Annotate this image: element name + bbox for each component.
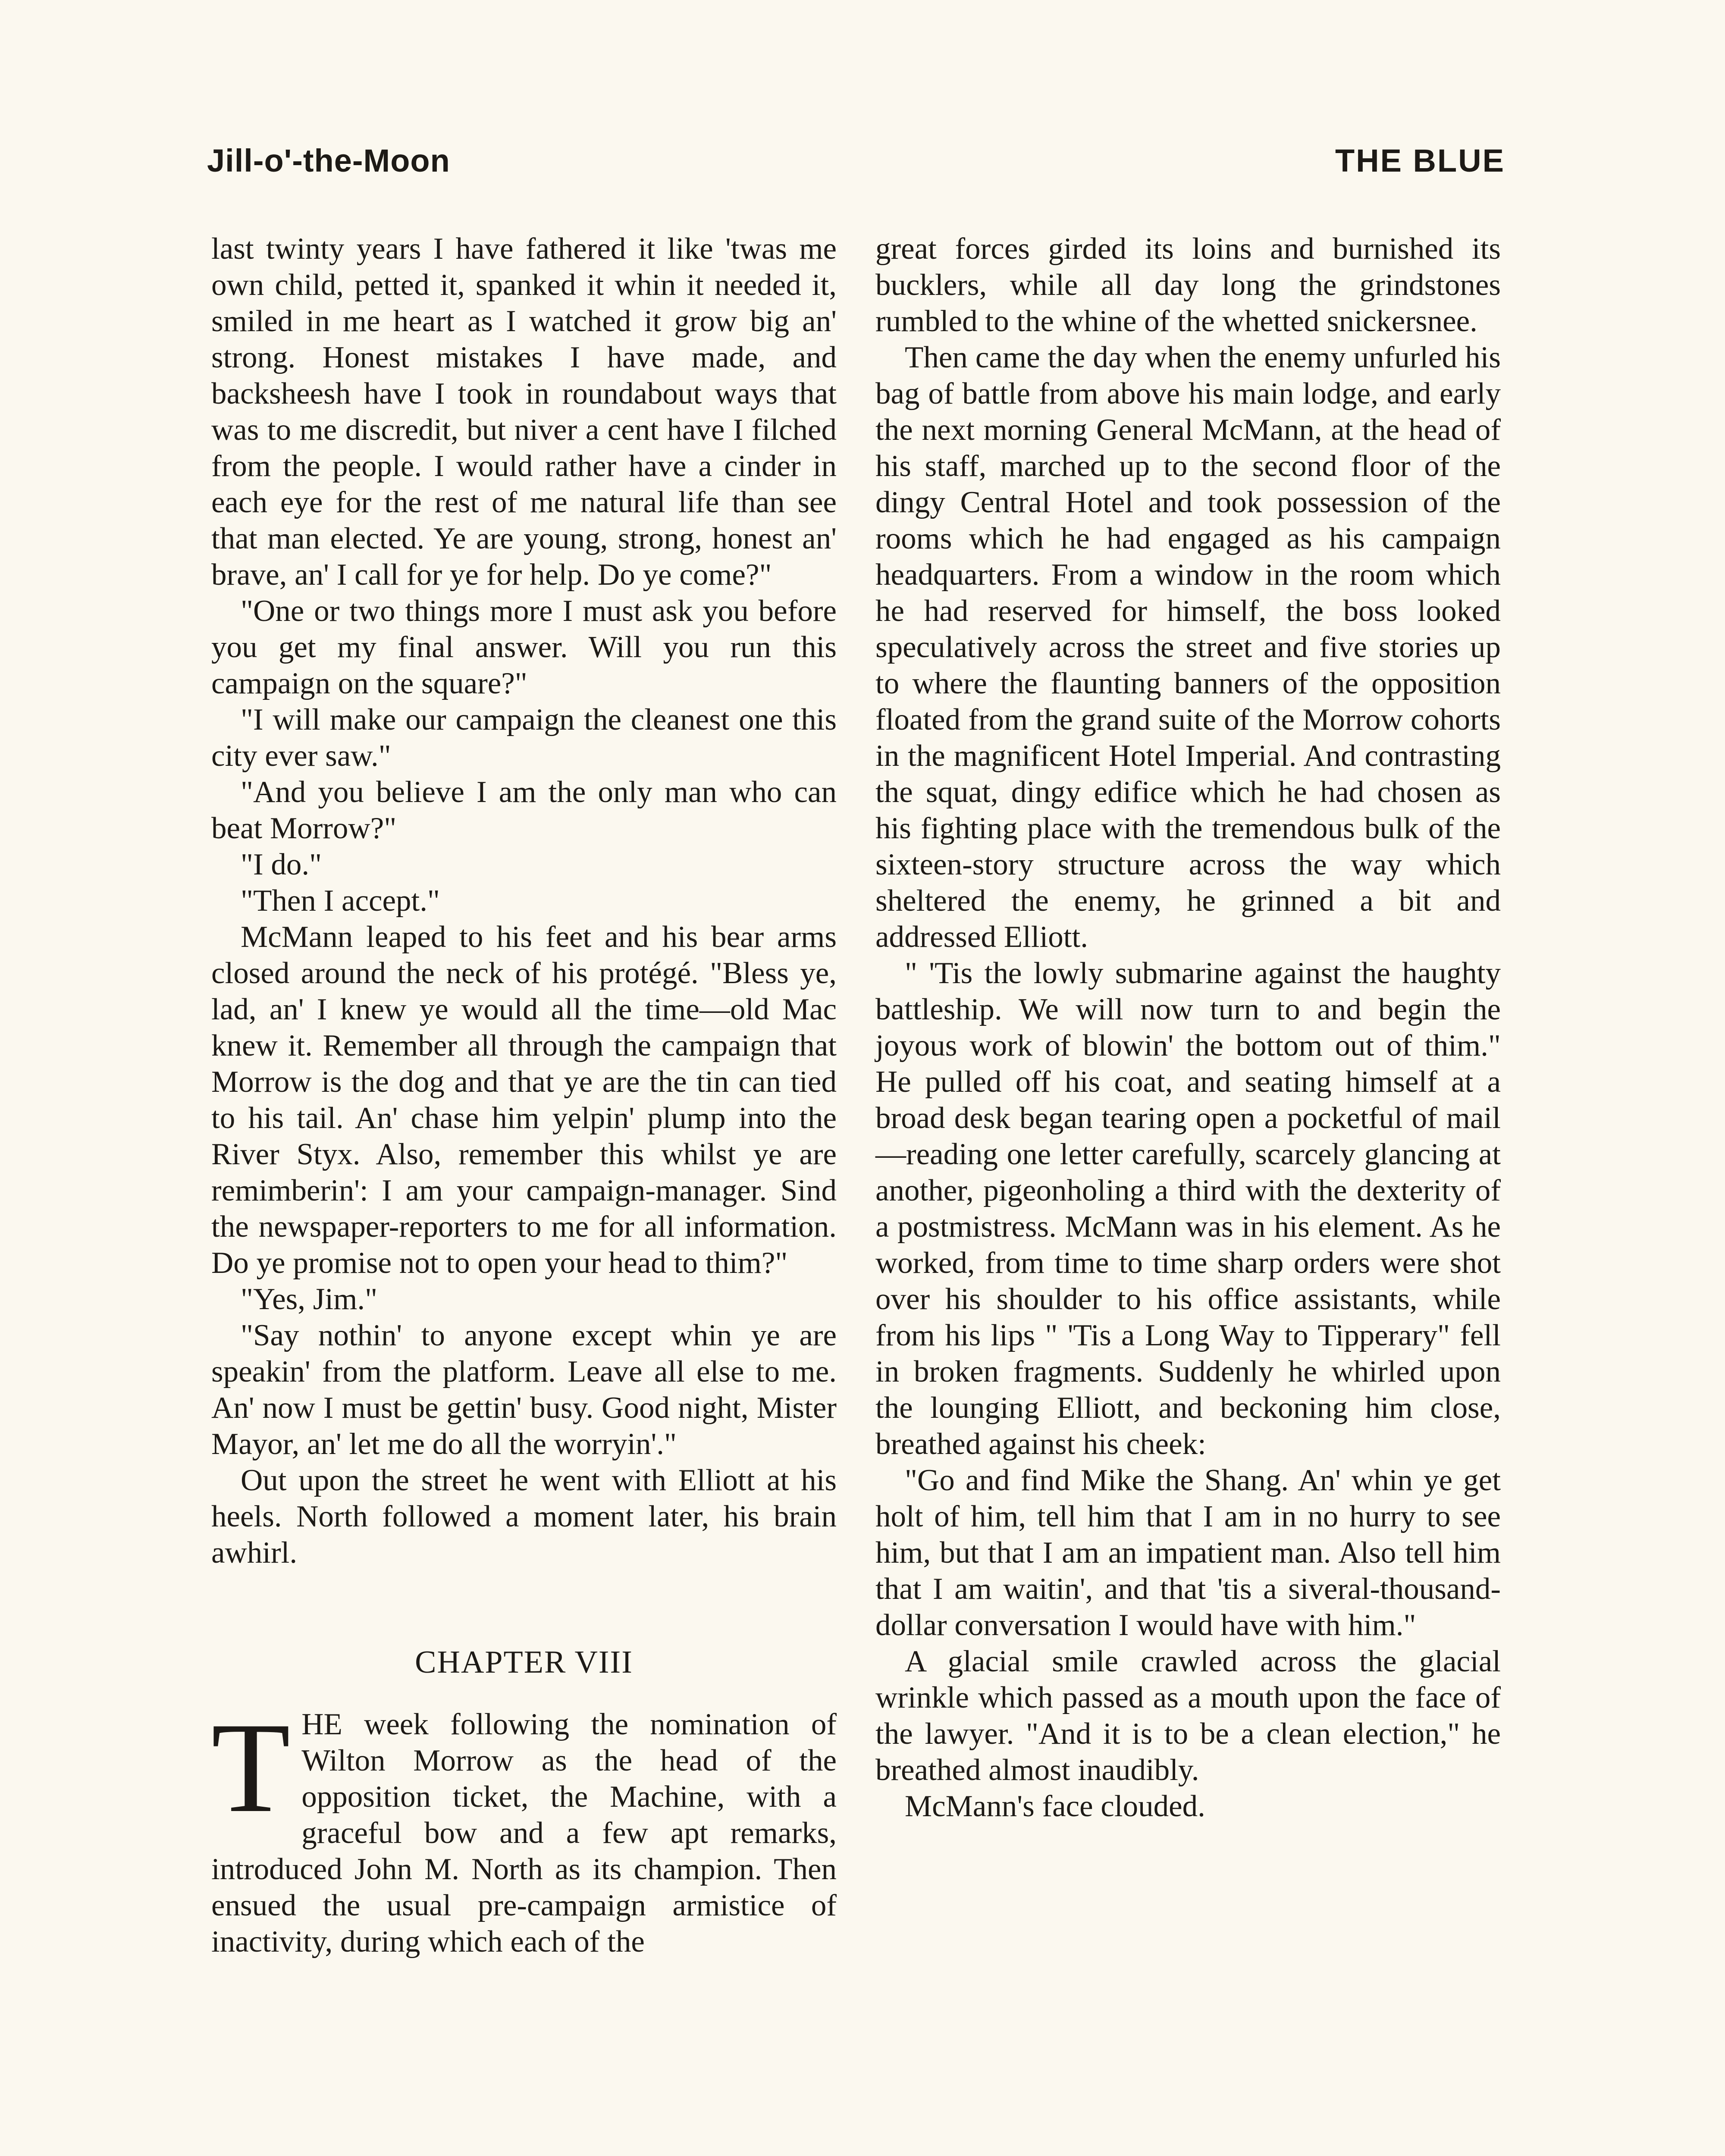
drop-cap: T <box>211 1696 291 1839</box>
paragraph: A glacial smile crawled across the glacial wrinkle which passed as a mouth upon the face of the lawyer. "And it is to be a clean election," he breathed almost inaudibly. <box>875 1645 1501 1787</box>
paragraph: Out upon the street he went with Elliott at his heels. North followed a moment later, his brain awhirl. <box>211 1463 837 1570</box>
paragraph: Then came the day when the enemy unfurled his bag of battle from above his main lodge, and early the next morning General McMann, at the head of his staff, marched up to the second floor of the dingy Central Hotel and took possession of the rooms which he had engaged as his campaign headquarters. From a window in the room which he had reserved for himself, the boss looked speculatively across the street and five stories up to where the flaunting banners of the opposition floated from the grand suite of the Morrow cohorts in the magnificent Hotel Imperial. And contrasting the squat, dingy edifice which he had chosen as his fighting place with the tremendous bulk of the sixteen-story structure across the way which sheltered the enemy, he grinned a bit and addressed Elliott. <box>875 341 1501 954</box>
paragraph: McMann's face clouded. <box>905 1789 1205 1823</box>
paragraph: "Say nothin' to anyone except whin ye are speakin' from the platform. Leave all else to me. An' now I must be gettin' busy. Good night, Mister Mayor, an' let me do all the worryin'." <box>211 1319 837 1461</box>
paragraph: "Go and find Mike the Shang. An' whin ye get holt of him, tell him that I am in no hurry to see him, but that I am an impatient man. Also tell him that I am waitin', and that 'tis a siveral-thousand-dollar conversation I would have with him." <box>875 1463 1501 1642</box>
paragraph: "Then I accept." <box>241 884 440 918</box>
chapter-heading: CHAPTER VIII <box>415 1645 633 1680</box>
paragraph: last twinty years I have fathered it like 'twas me own child, petted it, spanked it whin it needed it, smiled in me heart as I watched it grow big an' strong. Honest mistakes I have made, and backsheesh have I took in roundabout ways that was to me discredit, but niver a cent have I filched from the people. I would rather have a cinder in each eye for the rest of me natural life than see that man elected. Ye are young, strong, honest an' brave, an' I call for ye for help. Do ye come?" <box>211 232 837 592</box>
left-column <box>211 231 837 1960</box>
paragraph: "I do." <box>241 848 322 881</box>
paragraph: great forces girded its loins and burnished its bucklers, while all day long the grindstones rumbled to the whine of the whetted snickersnee. <box>875 232 1501 338</box>
paragraph: " 'Tis the lowly submarine against the haughty battleship. We will now turn to and begin the joyous work of blowin' the bottom out of thim." He pulled off his coat, and seating himself at a broad desk began tearing open a pocketful of mail—reading one letter carefully, scarcely glancing at another, pigeonholing a third with the dexterity of a postmistress. McMann was in his element. As he worked, from time to time sharp orders were shot over his shoulder to his office assistants, while from his lips " 'Tis a Long Way to Tipperary" fell in broken fragments. Suddenly he whirled upon the lounging Elliott, and beckoning him close, breathed against his cheek: <box>875 956 1501 1461</box>
running-head-magazine: THE BLUE <box>1335 143 1505 179</box>
paragraph: "One or two things more I must ask you before you get my final answer. Will you run this campaign on the square?" <box>211 594 837 700</box>
chapter-opening-text: HE week following the nomination of Wilton Morrow as the head of the opposition ticket, the Machine, with a graceful bow and a few apt remarks, introduced John M. North as its champion. Then ensued the usual pre-campaign armistice of inactivity, during which each of the <box>211 1708 837 1959</box>
paragraph: "Yes, Jim." <box>241 1282 378 1316</box>
right-column <box>875 231 1501 1824</box>
paragraph: "I will make our campaign the cleanest one this city ever saw." <box>211 703 837 773</box>
paragraph: McMann leaped to his feet and his bear arms closed around the neck of his protégé. "Bless ye, lad, an' I knew ye would all the time—old Mac knew it. Remember all through the campaign that Morrow is the dog and that ye are the tin can tied to his tail. An' chase him yelpin' plump into the River Styx. Also, remember this whilst ye are remimberin': I am your campaign-manager. Sind the newspaper-reporters to me for all information. Do ye promise not to open your head to thim?" <box>211 920 837 1280</box>
running-head-title: Jill-o'-the-Moon <box>207 143 450 179</box>
paragraph: "And you believe I am the only man who can beat Morrow?" <box>211 775 837 845</box>
chapter-opening-paragraph <box>211 1696 837 1960</box>
